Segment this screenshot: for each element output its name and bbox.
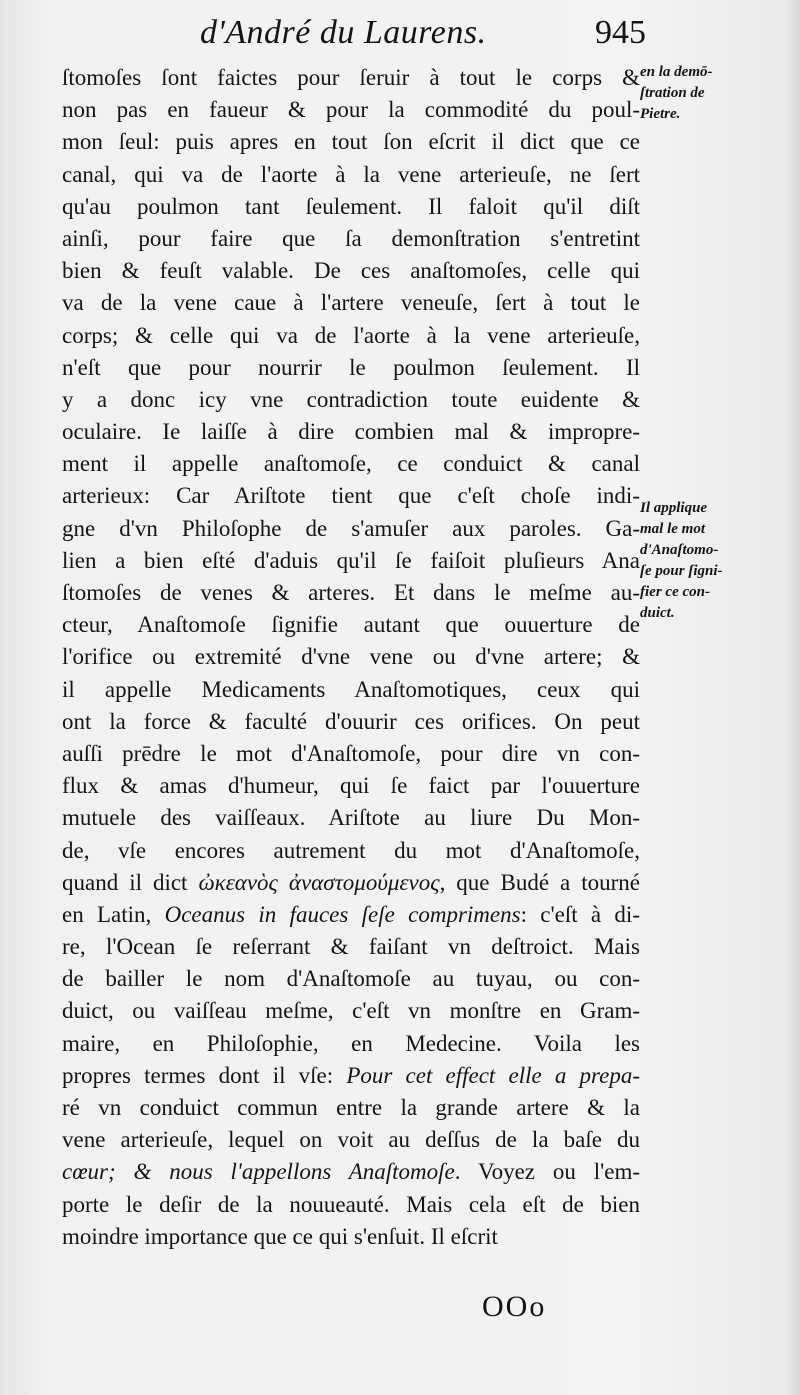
text-line: mon ſeul: puis apres en tout ſon eſcrit il dict que ce	[62, 129, 640, 155]
text-line: porte le deſir de la nouueauté. Mais cela eſt de bien	[62, 1191, 640, 1217]
page-header	[60, 8, 650, 58]
text-line: de, vſe encores autrement du mot d'Anaſtomoſe,	[62, 837, 640, 863]
text-line: cteur, Anaſtomoſe ſignifie autant que ouuerture de	[62, 612, 640, 638]
margin-note-line: Pietre.	[640, 106, 681, 122]
margin-note-line: en la demō-	[640, 64, 713, 80]
text-line: bien & feuſt valable. De ces anaſtomoſes, celle qui	[62, 258, 640, 284]
text-line: arterieux: Car Ariſtote tient que c'eſt choſe indi-	[62, 483, 640, 509]
italic-quotation: cœur; & nous l'appellons Anaſtomoſe	[62, 1159, 455, 1185]
text-line: mutuele des vaiſſeaux. Ariſtote au liure Du Mon-	[62, 805, 640, 831]
text-line: l'orifice ou extremité d'vne vene ou d'vne artere; &	[62, 644, 640, 670]
text-line-greek	[62, 867, 640, 899]
latin-quotation: Oceanus in fauces ſeſe comprimens	[164, 901, 521, 927]
text-line: corps; & celle qui va de l'aorte à la vene arterieuſe,	[62, 322, 640, 348]
text-line: oculaire. Ie laiſſe à dire combien mal & impropre-	[62, 419, 640, 445]
text-line: moindre importance que ce qui s'enſuit. Il eſcrit	[62, 1223, 498, 1249]
text-line: auſſi prēdre le mot d'Anaſtomoſe, pour dire vn con-	[62, 740, 640, 766]
margin-note	[640, 498, 790, 624]
text-line: ainſi, pour faire que ſa demonſtration s'entretint	[62, 225, 640, 251]
signature-mark: OOo	[482, 1290, 547, 1323]
text-segment: : c'eſt à di-	[520, 901, 640, 927]
text-line: ſtomoſes de venes & arteres. Et dans le meſme au-	[62, 580, 640, 605]
text-line: ont la force & faculté d'ouurir ces orifices. On peut	[62, 708, 640, 734]
greek-quotation: ὠκεανὸς ἀναστομούμενος	[198, 869, 440, 895]
text-line: de bailler le nom d'Anaſtomoſe au tuyau, ou con-	[62, 966, 640, 992]
text-segment: en Latin,	[62, 901, 165, 927]
body-text	[62, 62, 640, 1253]
text-line: ment il appelle anaſtomoſe, ce conduict & canal	[62, 451, 640, 477]
running-head: d'André du Laurens.	[200, 14, 487, 51]
margin-note-line: duict.	[640, 605, 675, 621]
margin-note-line: ſtration de	[640, 85, 705, 101]
margin-note-line: ſe pour ſigni-	[640, 563, 723, 579]
text-line: il appelle Medicaments Anaſtomotiques, ceux qui	[62, 676, 640, 702]
margin-note-line: d'Anaſtomo-	[640, 542, 719, 558]
italic-quotation-line: vene arterieuſe, lequel on voit au deſſus de la baſe du	[62, 1127, 640, 1153]
text-line: gne d'vn Philoſophe de s'amuſer aux paroles. Ga-	[62, 515, 640, 541]
text-line-latin	[62, 899, 640, 931]
italic-quotation: Pour cet effect elle a prepa-	[346, 1062, 640, 1088]
text-segment: . Voyez ou l'em-	[454, 1159, 640, 1185]
text-line: n'eſt que pour nourrir le poulmon ſeulement. Il	[62, 354, 640, 380]
margin-note	[640, 62, 790, 125]
text-line-quote-end	[62, 1156, 640, 1188]
text-line: qu'au poulmon tant ſeulement. Il faloit qu'il diſt	[62, 193, 640, 219]
page-edge-shadow	[786, 0, 800, 1395]
text-segment: propres termes dont il vſe:	[62, 1062, 347, 1088]
text-line: canal, qui va de l'aorte à la vene arterieuſe, ne ſert	[62, 161, 640, 187]
page-number: 945	[595, 14, 646, 51]
text-line: ſtomoſes ſont faictes pour ſeruir à tout le corps &	[62, 65, 640, 90]
text-line: y a donc icy vne contradiction toute euidente &	[62, 386, 640, 412]
margin-note-line: fier ce con-	[640, 584, 710, 600]
text-line: re, l'Ocean ſe reſerrant & faiſant vn deſtroict. Mais	[62, 934, 640, 960]
margin-note-line: mal le mot	[640, 521, 705, 537]
text-segment: quand il dict	[62, 869, 199, 895]
margin-note-line: Il applique	[640, 500, 708, 516]
text-line: lien a bien eſté d'aduis qu'il ſe faiſoit pluſieurs Ana	[62, 547, 640, 573]
italic-quotation-line: ré vn conduict commun entre la grande artere & la	[62, 1095, 640, 1120]
text-line-quote-start	[62, 1060, 640, 1092]
text-line: duict, ou vaiſſeau meſme, c'eſt vn monſtre en Gram-	[62, 998, 640, 1024]
text-line: non pas en faueur & pour la commodité du poul-	[62, 97, 640, 123]
text-line: flux & amas d'humeur, qui ſe faict par l'ouuerture	[62, 773, 640, 799]
text-line: va de la vene caue à l'artere veneuſe, ſert à tout le	[62, 290, 640, 316]
text-line: maire, en Philoſophie, en Medecine. Voila les	[62, 1030, 640, 1056]
text-segment: , que Budé a tourné	[439, 869, 640, 895]
